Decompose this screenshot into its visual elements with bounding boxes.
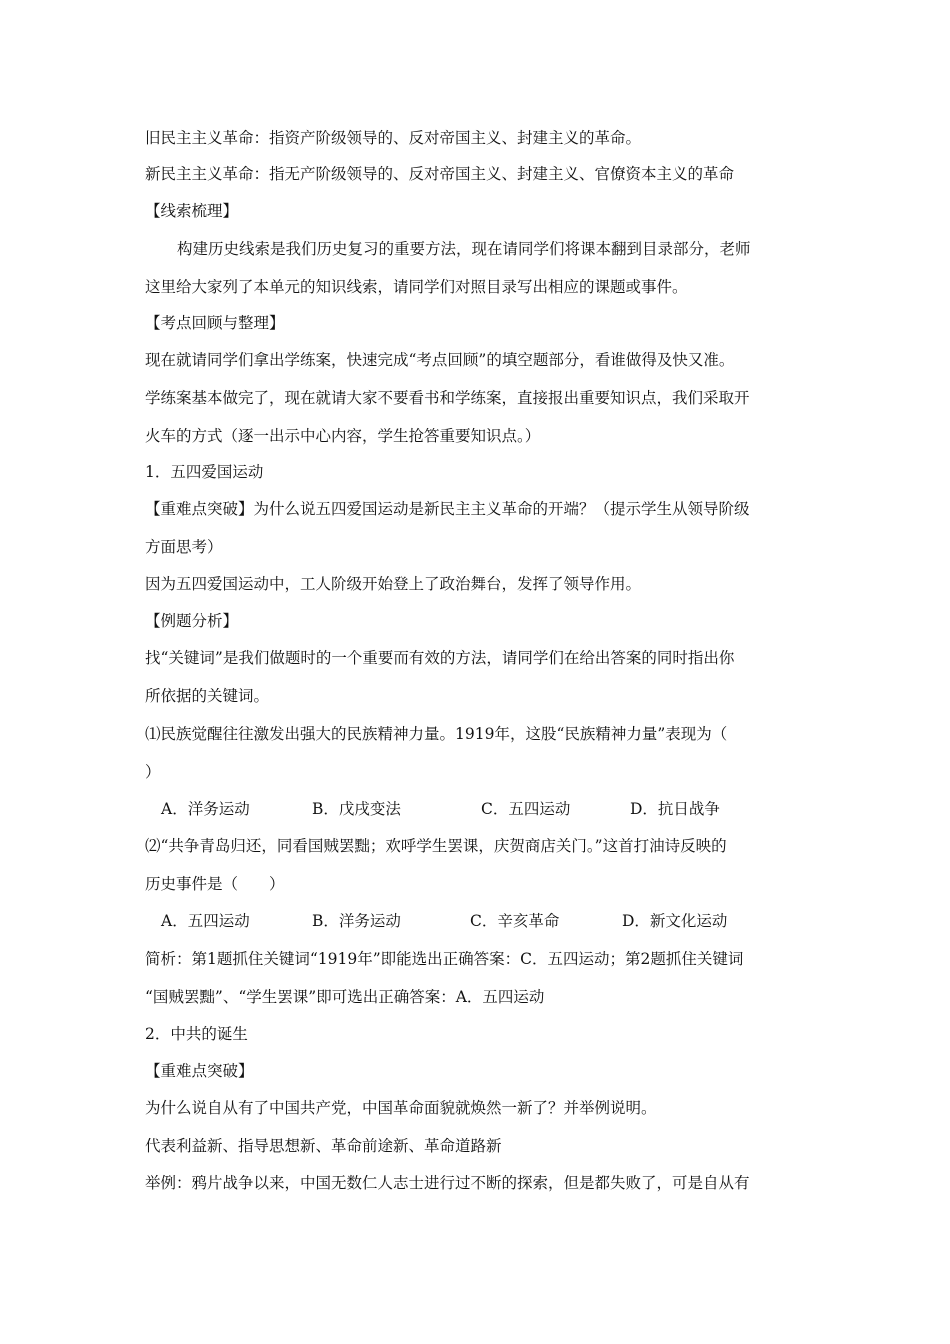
paragraph-line: 所依据的关键词。 [145,687,270,705]
section-title-cpc-founding: 2．中共的诞生 [145,1025,248,1043]
paragraph-line: 举例：鸦片战争以来，中国无数仁人志士进行过不断的探索，但是都失败了，可是自从有 [145,1174,750,1192]
q2-option-c: C．辛亥革命 [470,912,560,930]
q1-option-a: A．洋务运动 [161,800,250,818]
paragraph-line: 因为五四爱国运动中，工人阶级开始登上了政治舞台，发挥了领导作用。 [145,575,642,593]
paragraph-line: 找“关键词”是我们做题时的一个重要而有效的方法，请同学们在给出答案的同时指出你 [145,649,735,667]
q2-option-a: A．五四运动 [161,912,250,930]
question-1-bracket: ） [145,763,161,781]
brief-analysis-line: “国贼罢黜”、“学生罢课”即可选出正确答案：A．五四运动 [145,988,545,1006]
heading-review: 【考点回顾与整理】 [145,314,285,332]
paragraph-line: 现在就请同学们拿出学练案，快速完成“考点回顾”的填空题部分，看谁做得及快又准。 [145,351,735,369]
q2-option-d: D．新文化运动 [622,912,728,930]
q1-option-c: C．五四运动 [481,800,571,818]
paragraph-line: 为什么说自从有了中国共产党，中国革命面貌就焕然一新了？并举例说明。 [145,1099,657,1117]
paragraph-line: 学练案基本做完了，现在就请大家不要看书和学练案，直接报出重要知识点，我们采取开 [145,389,750,407]
question-1: ⑴民族觉醒往往激发出强大的民族精神力量。1919年，这股“民族精神力量”表现为（ [145,725,728,743]
paragraph-line: 这里给大家列了本单元的知识线索，请同学们对照目录写出相应的课题或事件。 [145,278,688,296]
q2-option-b: B．洋务运动 [312,912,401,930]
definition-new-democratic-revolution: 新民主主义革命：指无产阶级领导的、反对帝国主义、封建主义、官僚资本主义的革命 [145,165,735,183]
brief-analysis: 简析：第1题抓住关键词“1919年”即能选出正确答案：C．五四运动；第2题抓住关键词 [145,950,744,968]
paragraph-line: 代表利益新、指导思想新、革命前途新、革命道路新 [145,1137,502,1155]
q1-option-d: D．抗日战争 [630,800,720,818]
definition-old-democratic-revolution: 旧民主主义革命：指资产阶级领导的、反对帝国主义、封建主义的革命。 [145,129,642,147]
heading-example-analysis: 【例题分析】 [145,612,239,630]
paragraph-line: 方面思考） [145,538,223,556]
paragraph-line: 构建历史线索是我们历史复习的重要方法，现在请同学们将课本翻到目录部分，老师 [177,240,751,258]
section-title-may-fourth: 1．五四爱国运动 [145,463,264,481]
key-point-question: 【重难点突破】为什么说五四爱国运动是新民主主义革命的开端？（提示学生从领导阶级 [145,500,750,518]
question-2-line: 历史事件是（ ） [145,875,285,893]
question-2: ⑵“共争青岛归还，同看国贼罢黜；欢呼学生罢课，庆贺商店关门。”这首打油诗反映的 [145,837,727,855]
heading-clue-sorting: 【线索梳理】 [145,202,239,220]
q1-option-b: B．戊戌变法 [312,800,401,818]
paragraph-line: 火车的方式（逐一出示中心内容，学生抢答重要知识点。） [145,427,541,445]
heading-key-point: 【重难点突破】 [145,1062,254,1080]
